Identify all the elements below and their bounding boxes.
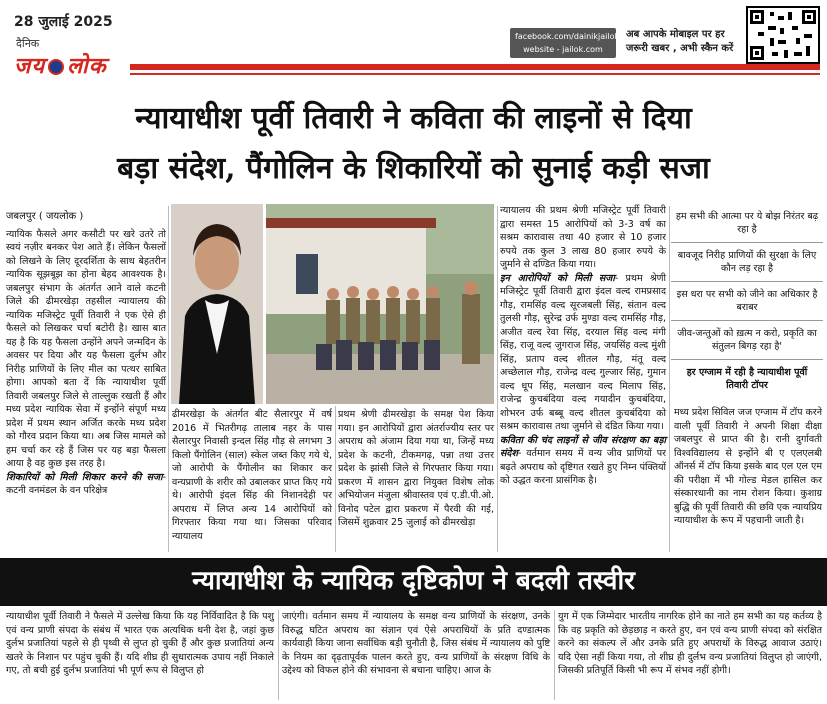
dateline: जबलपुर ( जयलोक ): [6, 211, 84, 222]
column-divider: [497, 206, 498, 552]
poem-sidebar: [671, 204, 823, 404]
mobile-promo-line2: जरूरी खबर , अभी स्कैन करें: [626, 43, 734, 54]
column-divider: [669, 206, 670, 552]
banner-headline: न्यायाधीश के न्यायिक दृष्टिकोण ने बदली तस्वीर: [192, 566, 635, 596]
bottom-column-1: [6, 610, 274, 678]
accused-group-photo: [266, 204, 494, 404]
logo-name: [14, 50, 107, 80]
globe-icon: [48, 59, 64, 75]
logo-name-part2: लोक: [67, 54, 107, 79]
qr-code-icon: [746, 6, 820, 64]
column-divider: [278, 610, 279, 700]
newspaper-logo: [10, 36, 128, 82]
headline-line2: बड़ा संदेश, पैंगोलिन के शिकारियों को सुनाई कड़ी सजा: [117, 151, 710, 186]
article-column-6: [674, 406, 822, 528]
column-3-text: प्रथम श्रेणी ढीमरखेड़ा के समक्ष पेश किया गया। इन आरोपियों द्वारा अंतर्राज्यीय स्तर पर अपराध को अंजाम दिया गया था, जिन्हें मध्य प्रदेश के कटनी, टीकमगढ़, पन्ना तथा उत्तर प्रदेश के झांसी जिले से गिरफ्तार किया गया। प्रकरण में शासन द्वारा नियुक्त विशेष लोक अभियोजन मंजुला श्रीवास्तव एवं ए.डी.पी.ओ. विनोद पटेल द्वारा प्रकरण में पैरवी की गई, जिसमें शुक्रवार 25 जुलाई को ढीमरखेड़ा: [338, 409, 494, 528]
mobile-promo: [626, 28, 733, 56]
article-column-4: [500, 204, 666, 488]
column-4-intro: न्यायालय की प्रथम श्रेणी मजिस्ट्रेट पूर्वी तिवारी द्वारा समस्त 15 आरोपियों को 3-3 वर्ष का सश्रम कारावास तथा 40 हजार से 10 हजार रुपये तक कुल 3 लाख 80 हजार रुपये के जुर्माने से दण्डित किया गया।: [500, 205, 666, 270]
article-column-3: [338, 408, 494, 530]
mobile-promo-line1: अब आपके मोबाइल पर हर: [626, 29, 725, 40]
poem-line-3: इस धरा पर सभी को जीने का अधिकार है बराबर: [671, 282, 823, 321]
bottom-column-2-text: जाएंगी। वर्तमान समय में न्यायालय के समक्ष वन्य प्राणियों के संरक्षण, उनके विरुद्ध घटित अपराध का संज्ञान एवं ऐसे अपराधियों के प्रति दण्डात्मक कार्यवाही किया जाना सर्वाधिक बड़ी चुनौती है, जिस संबंध में न्यायालय को पुष्टि के नियम का दृढ़तापूर्वक पालन करते हुए, वन्य प्राणियों के संरक्षण विधि के उद्देश्य को विफल होने की संभावना से बचाना चाहिए। आज के: [282, 611, 550, 676]
article-column-1: [6, 210, 166, 498]
main-headline: [0, 90, 827, 202]
subhead-poem-message: कविता की चंद लाइनों से जीव संरक्षण का बड़ा संदेश: [500, 434, 666, 459]
bottom-column-3: [558, 610, 822, 678]
masthead-rule-thick: [130, 64, 820, 70]
column-1-text: न्यायिक फैसले अगर कसौटी पर खरे उतरे तो स्वयं नज़ीर बनकर पेश आते हैं। लेकिन फैसलों को लिखने के लिए दूरदर्शिता के साथ बेहतरीन न्यायिक सूझबूझ का होना बेहद आवश्यक है। जबलपुर संभाग के अंतर्गत आने वाले कटनी जिले की ढीमरखेड़ा तहसील न्यायालय की न्यायिक मजिस्ट्रेट पूर्वी तिवारी ने एक ऐसे ही फैसले को लिखकर चर्चा बटोरी है। खास बात यह है कि यह फैसला उन्होंने अपने जन्मदिन के अवसर पर दिया और यह फैसला दुर्लभ और निरीह प्राणियों के लिए मील का पत्थर साबित होगा। आपको बता दें कि न्यायाधीश पूर्वी तिवारी जबलपुर जिले से ताल्लुक रखती हैं और मध्य प्रदेश न्यायिक सेवा में इन्होंने संपूर्ण मध्य प्रदेश में प्रथम स्थान अर्जित करके मध्य प्रदेश को गौरव प्रदान किया था। अब जिस मामले को हम चर्चा कर रहे हैं जिस पर यह बड़ा फैसला आया है वह कुछ इस तरह है।: [6, 228, 166, 469]
poem-line-1: हम सभी की आत्मा पर ये बोझ निरंतर बढ़ रहा है: [671, 204, 823, 243]
headline-line1: न्यायाधीश पूर्वी तिवारी ने कविता की लाइनों से दिया: [135, 101, 692, 136]
column-4-end: - वर्तमान समय में वन्य जीव प्राणियों पर बढ़ते अपराध को दृष्टिगत रखते हुए निम्न पंक्तियों को उद्धत करना प्रासंगिक है।: [500, 448, 666, 486]
bottom-column-3-text: युग में एक जिम्मेदार भारतीय नागरिक होने का नाते हम सभी का यह कर्तव्य है कि वह प्रकृति को छेड़छाड़ न करते हुए, वन एवं वन्य प्राणी संपदा को संरक्षित करने का संकल्प लें और उनके प्रति हुए अपराधों के विरुद्ध आवाज उठाएं। यदि ऐसा नहीं किया गया, तो शीघ्र ही दुर्लभ वन्य प्रजातियां विलुप्त हो जाएंगी, जिसकी प्रतिपूर्ति किसी भी रूप में संभव नहीं होगी।: [558, 611, 822, 676]
web-info-box: [510, 28, 620, 58]
poem-line-4: जीव-जन्तुओं को ख़त्म न करो, प्रकृति का संतुलन बिगड़ रहा है': [671, 321, 823, 360]
bottom-column-2: [282, 610, 550, 678]
topper-subhead: हर एग्जाम में रही है न्यायाधीश पूर्वी तिवारी टॉपर: [686, 367, 808, 391]
subhead-hunters: शिकारियों को मिली शिकार करने की सजा: [6, 471, 163, 483]
logo-name-part1: जय: [14, 54, 46, 79]
logo-daily-label: दैनिक: [16, 37, 40, 50]
website-url: website - jailok.com: [523, 45, 603, 54]
subhead-punishment: इन आरोपियों को मिली सजा: [500, 272, 615, 284]
judge-photo: [171, 204, 263, 404]
column-2-text: ढीमरखेड़ा के अंतर्गत बीट सैलारपुर में वर्ष 2016 में भितरीगढ़ तालाब नहर के पास सैलारपुर निवासी इन्दल सिंह गौड़ से लगभग 3 किलो पैंगोलिन (साल) स्केल जब्त किए गये थे, जो आरोपी के पैंगोलीन का शिकार कर वन्यप्राणी के शरीर को उबालकर प्राप्त किए गये थे। आरोपी इंदल सिंह की निशानदेही पर अपराध में लिप्त अन्य 14 आरोपियों को गिरफ्तार किया गया था। जिसका परिवाद न्यायालय: [172, 409, 332, 542]
masthead-rule: [130, 64, 820, 75]
column-1-end: - कटनी वनमंडल के वन परिक्षेत्र: [6, 471, 166, 496]
facebook-url: facebook.com/dainikjailok: [515, 32, 620, 41]
column-4-list: - प्रथम श्रेणी मजिस्ट्रेट पूर्वी तिवारी द्वारा इंदल वल्द रामप्रसाद गौड़, रामसिंह वल्द सूरजबली सिंह, संतान वल्द तुलसी गौड़, सुरेन्द्र उर्फ मुण्डा वल्द रामसिंह गौड़, अजीत वल्द रेवा सिंह, दरयाल सिंह वल्द मंगी सिंह, राजू वल्द जुगराज सिंह, जयसिंह वल्द मुंशी सिंह, प्रताप वल्द शीतल गौड़, मंतू वल्द अच्छेलाल गौड़, राजेन्द्र वल्द गुल्जार सिंह, गुमान वल्द धूप सिंह, मलखान वल्द मिलाप सिंह, राजेन्द्र कुचबंदिया वल्द गयादीन कुचबंदिया, शोभरन उर्फ बब्बू वल्द शीतल कुचबंदिया को सश्रम कारावास तथा जुर्माने से दंडित किया गया।: [500, 272, 667, 432]
column-6-text: मध्य प्रदेश सिविल जज एग्जाम में टॉप करने वाली पूर्वी तिवारी ने अपनी शिक्षा दीक्षा जबलपुर से प्राप्त की है। रानी दुर्गावती विश्वविद्यालय से इन्होंने बी ए एलएलबी ऑनर्स में टॉप किया इसके बाद एल एल एम की परीक्षा में भी गोल्ड मेडल हासिल कर संस्कारधानी का नाम रोशन किया। कुशाग्र बुद्धि की पूर्वी तिवारी की छवि एक न्यायप्रिय न्यायाधीश के रूप में पहचानी जाती है।: [674, 407, 822, 526]
masthead: [0, 0, 827, 88]
column-divider: [335, 406, 336, 552]
poem-line-2: बावजूद निरीह प्राणियों की सुरक्षा के लिए कौन लड़ रहा है: [671, 243, 823, 282]
edition-date: 28 जुलाई 2025: [14, 14, 113, 30]
masthead-rule-thin: [130, 73, 820, 75]
section-banner: [0, 558, 827, 606]
column-divider: [168, 206, 169, 552]
bottom-column-1-text: न्यायाधीश पूर्वी तिवारी ने फैसले में उल्लेख किया कि यह निर्विवादित है कि पशु एवं वन्य प्राणी संपदा के संबंध में भारत एक अत्यधिक धनी देश है, जहां कुछ दुर्लभ प्रजातियां पहले से ही पृथ्वी से लुप्त हो चुकी हैं और कुछ प्रजातियां अन्य खतरे के निशान पर पहुंच चुकी हैं। यदि शीघ्र ही सुधारात्मक उपाय नहीं निकाले गए, तो बची हुई दुर्लभ प्रजातियां भी पूर्ण रूप से विलुप्त हो: [6, 611, 274, 676]
column-divider: [554, 610, 555, 700]
article-column-2: [172, 408, 332, 543]
